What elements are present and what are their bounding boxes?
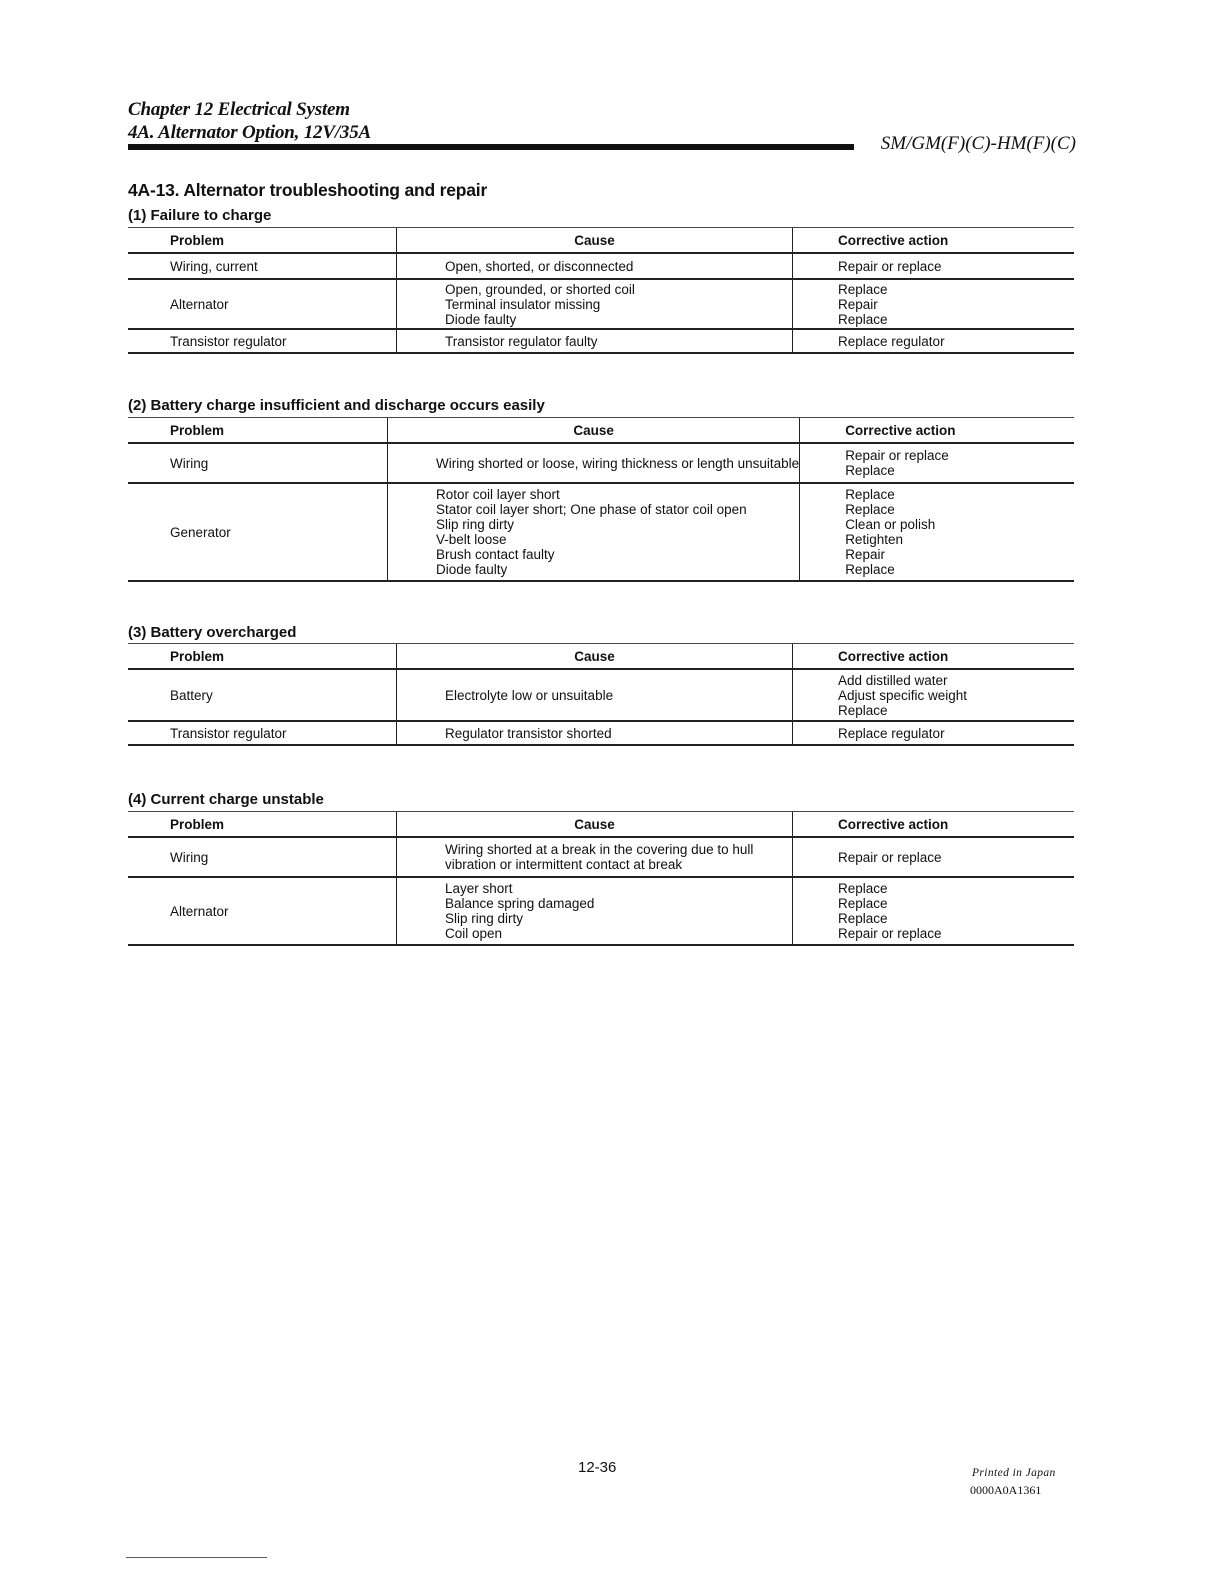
cause-line: Regulator transistor shorted	[445, 725, 612, 741]
action-cell	[800, 483, 1074, 581]
problem-cell: Battery	[128, 669, 397, 721]
model-designation: SM/GM(F)(C)-HM(F)(C)	[880, 133, 1076, 154]
action-line: Repair or replace	[838, 926, 942, 941]
cause-line: Wiring shorted or loose, wiring thickness or length unsuitable	[436, 455, 800, 471]
table-row	[128, 483, 1074, 581]
problem-cell: Alternator	[128, 279, 397, 329]
action-line: Replace	[838, 281, 888, 297]
problem-cell: Wiring, current	[128, 253, 397, 279]
subtitle-current-unstable: (4) Current charge unstable	[128, 791, 324, 808]
action-line: Replace	[845, 562, 895, 577]
page-number: 12-36	[578, 1459, 617, 1476]
action-line: Repair or replace	[845, 448, 949, 463]
col-cause: Cause	[397, 644, 793, 670]
action-line: Repair or replace	[838, 849, 942, 865]
action-cell	[800, 443, 1074, 483]
col-cause: Cause	[397, 228, 793, 254]
action-line: Replace	[838, 896, 888, 911]
chapter-title: Chapter 12 Electrical System	[128, 99, 350, 120]
action-cell	[793, 279, 1075, 329]
col-problem: Problem	[128, 644, 397, 670]
cause-cell	[397, 253, 793, 279]
problem-cell: Transistor regulator	[128, 329, 397, 353]
printed-in-japan: Printed in Japan	[972, 1467, 1056, 1479]
table-row	[128, 721, 1074, 745]
cause-cell	[397, 279, 793, 329]
table-header-row	[128, 644, 1074, 670]
problem-cell: Alternator	[128, 877, 397, 945]
cause-line: Brush contact faulty	[436, 547, 555, 562]
action-cell	[793, 253, 1075, 279]
action-line: Replace regulator	[838, 333, 945, 349]
cause-cell	[388, 483, 800, 581]
action-line: Replace	[845, 502, 895, 517]
col-action: Corrective action	[800, 418, 1074, 444]
col-problem: Problem	[128, 418, 388, 444]
action-cell	[793, 329, 1075, 353]
action-line: Replace	[838, 911, 888, 926]
action-line: Add distilled water	[838, 672, 948, 688]
col-cause: Cause	[397, 812, 793, 838]
document-id: 0000A0A1361	[970, 1483, 1042, 1497]
col-action: Corrective action	[793, 228, 1075, 254]
action-line: Repair or replace	[838, 258, 942, 274]
action-cell	[793, 877, 1075, 945]
problem-cell: Generator	[128, 483, 388, 581]
cause-line: Electrolyte low or unsuitable	[445, 687, 614, 703]
action-cell	[793, 837, 1075, 877]
cause-line: Layer short	[445, 881, 513, 896]
action-line: Replace	[838, 881, 888, 896]
cause-line: V-belt loose	[436, 532, 507, 547]
cause-cell	[388, 443, 800, 483]
action-line: Retighten	[845, 532, 903, 547]
table-row	[128, 837, 1074, 877]
table-header-row	[128, 812, 1074, 838]
table-row	[128, 253, 1074, 279]
table-header-row	[128, 228, 1074, 254]
chapter-header	[128, 98, 371, 144]
table-header-row	[128, 418, 1074, 444]
table-battery-overcharged	[128, 643, 1074, 746]
col-problem: Problem	[128, 812, 397, 838]
cause-cell	[397, 877, 793, 945]
col-action: Corrective action	[793, 812, 1075, 838]
cause-line: Balance spring damaged	[445, 896, 595, 911]
cause-line: Transistor regulator faulty	[445, 333, 598, 349]
cause-line: vibration or intermittent contact at break	[445, 857, 683, 872]
cause-line: Slip ring dirty	[436, 517, 515, 532]
table-failure-to-charge	[128, 227, 1074, 354]
cause-line: Diode faulty	[436, 562, 508, 577]
page-title: 4A-13. Alternator troubleshooting and repair	[128, 180, 488, 200]
subtitle-charge-insufficient: (2) Battery charge insufficient and discharge occurs easily	[128, 397, 545, 414]
cause-line: Stator coil layer short; One phase of stator coil open	[436, 502, 747, 517]
table-row	[128, 279, 1074, 329]
table-row	[128, 669, 1074, 721]
table-current-unstable	[128, 811, 1074, 946]
action-line: Repair	[838, 296, 878, 312]
action-cell	[793, 721, 1075, 745]
cause-line: Rotor coil layer short	[436, 487, 560, 502]
subtitle-failure-to-charge: (1) Failure to charge	[128, 207, 272, 224]
cause-cell	[397, 329, 793, 353]
action-line: Replace	[838, 311, 888, 327]
action-line: Replace	[838, 702, 888, 718]
cause-line: Slip ring dirty	[445, 911, 524, 926]
cause-line: Open, shorted, or disconnected	[445, 258, 634, 274]
table-charge-insufficient	[128, 417, 1074, 582]
cause-cell	[397, 669, 793, 721]
footer-rule	[126, 1557, 267, 1558]
header-rule	[128, 144, 854, 150]
cause-line: Terminal insulator missing	[445, 296, 601, 312]
col-action: Corrective action	[793, 644, 1075, 670]
cause-line: Wiring shorted at a break in the covering due to hull	[445, 842, 754, 857]
action-line: Repair	[845, 547, 885, 562]
section-title: 4A. Alternator Option, 12V/35A	[128, 122, 371, 143]
problem-cell: Wiring	[128, 837, 397, 877]
action-line: Replace regulator	[838, 725, 945, 741]
cause-cell	[397, 837, 793, 877]
problem-cell: Wiring	[128, 443, 388, 483]
cause-line: Open, grounded, or shorted coil	[445, 281, 635, 297]
action-line: Replace	[845, 487, 895, 502]
cause-cell	[397, 721, 793, 745]
problem-cell: Transistor regulator	[128, 721, 397, 745]
cause-line: Coil open	[445, 926, 503, 941]
action-line: Replace	[845, 463, 895, 478]
table-row	[128, 329, 1074, 353]
table-row	[128, 443, 1074, 483]
table-row	[128, 877, 1074, 945]
action-line: Clean or polish	[845, 517, 936, 532]
col-problem: Problem	[128, 228, 397, 254]
cause-line: Diode faulty	[445, 311, 517, 327]
col-cause: Cause	[388, 418, 800, 444]
action-line: Adjust specific weight	[838, 687, 968, 703]
subtitle-battery-overcharged: (3) Battery overcharged	[128, 624, 297, 641]
action-cell	[793, 669, 1075, 721]
